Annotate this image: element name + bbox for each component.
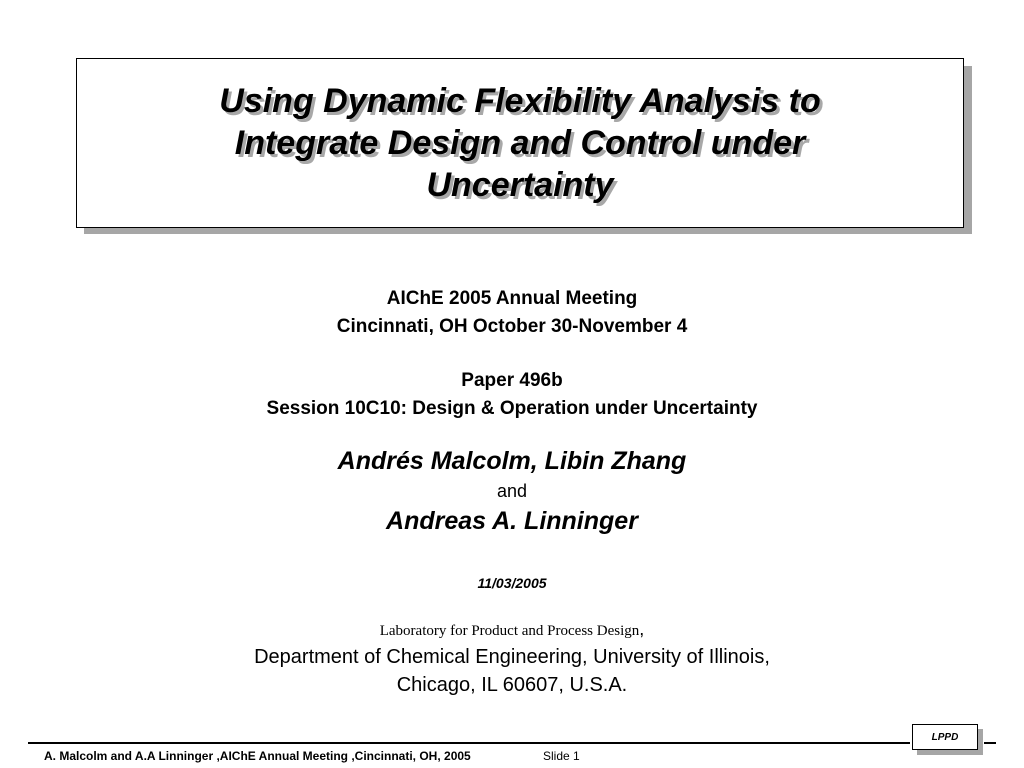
authors-primary: Andrés Malcolm, Libin Zhang — [337, 447, 687, 475]
slide-title — [150, 80, 890, 206]
department-name: Department of Chemical Engineering, University of Illinois, — [254, 646, 770, 668]
authors-secondary: Andreas A. Linninger — [386, 507, 638, 535]
lppd-logo-text: LPPD — [931, 731, 959, 743]
footer-citation: A. Malcolm and A.A Linninger ,AIChE Annual Meeting ,Cincinnati, OH, 2005 — [44, 749, 471, 763]
footer-divider — [28, 742, 910, 744]
title-line-3: Uncertainty — [426, 166, 614, 204]
footer-divider-right — [984, 742, 996, 744]
laboratory-name — [0, 618, 1024, 642]
title-box — [76, 58, 964, 228]
lppd-logo — [912, 724, 978, 750]
paper-info — [0, 367, 1024, 423]
title-line-2: Integrate Design and Control under — [234, 124, 806, 162]
session-name: Session 10C10: Design & Operation under Uncertainty — [266, 398, 758, 419]
meeting-info — [0, 285, 1024, 341]
authors-conjunction: and — [496, 481, 528, 501]
laboratory-comma: , — [639, 619, 645, 639]
laboratory-label: Laboratory for Product and Process Design — [379, 623, 640, 639]
address: Chicago, IL 60607, U.S.A. — [396, 674, 628, 696]
slide-number: Slide 1 — [543, 749, 580, 763]
presentation-date: 11/03/2005 — [477, 575, 547, 591]
title-line-1: Using Dynamic Flexibility Analysis to — [219, 82, 821, 120]
meeting-location-dates: Cincinnati, OH October 30-November 4 — [336, 316, 688, 337]
paper-number: Paper 496b — [461, 370, 563, 391]
meeting-name: AIChE 2005 Annual Meeting — [386, 288, 638, 309]
